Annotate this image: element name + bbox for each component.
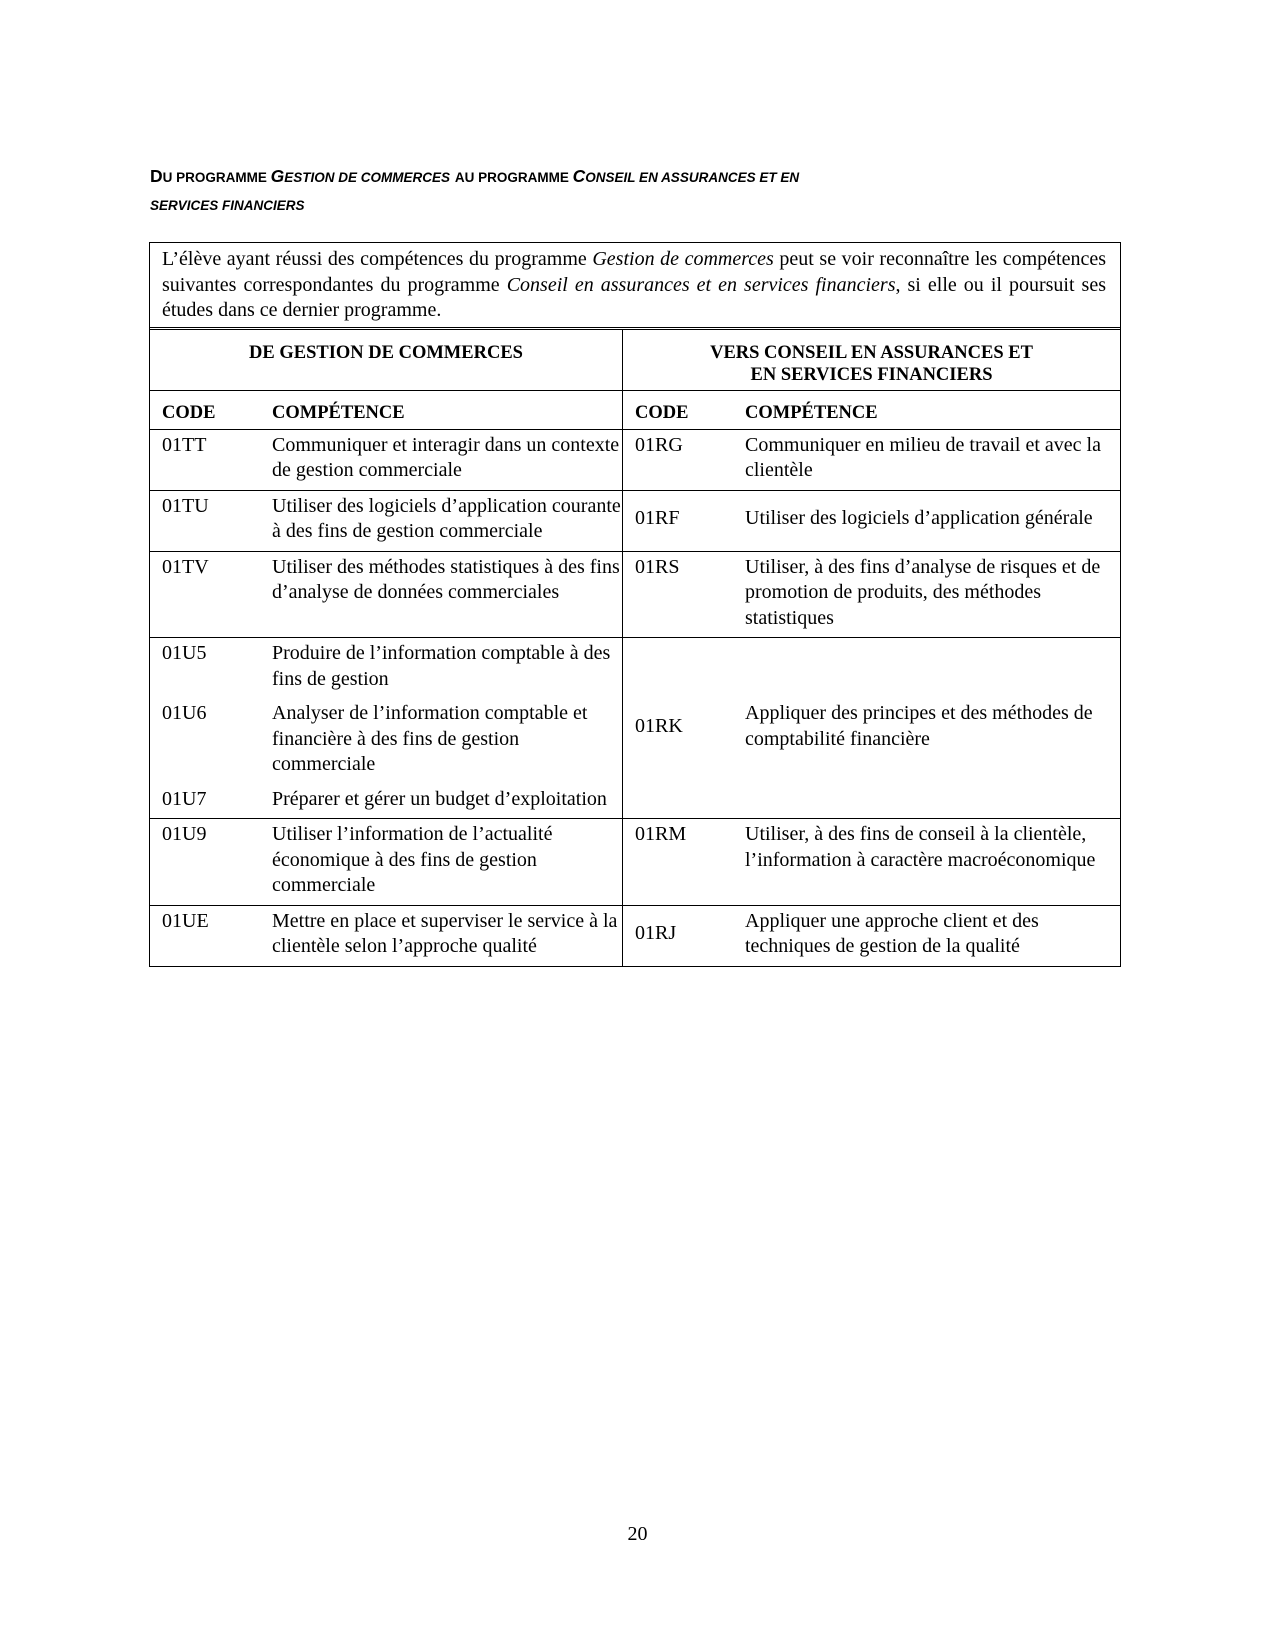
intro-text: , si elle ou il poursuit ses études dans ce dernier programme. [162,273,1106,321]
from-code: 01U5 [162,642,207,664]
from-competence: Produire de l’information comptable à des fins de gestion [272,638,623,699]
to-competence: Communiquer en milieu de travail et avec la clientèle [745,429,1120,490]
table-row [150,490,1120,551]
from-program-header: DE GESTION DE COMMERCES [150,328,623,390]
heading-text: G [270,166,285,186]
equivalence-table [150,327,1120,966]
to-header-line: EN SERVICES FINANCIERS [750,364,993,385]
competence-header: COMPÉTENCE [272,390,623,429]
from-competence: Communiquer et interagir dans un contexte de gestion commerciale [272,429,623,490]
section-heading [150,163,1070,219]
from-code: 01TU [150,490,272,551]
to-code: 01RK [623,638,746,819]
to-competence: Utiliser des logiciels d’application générale [745,490,1120,551]
from-competence: Analyser de l’information comptable et financière à des fins de gestion commerciale [272,698,623,784]
from-competence: Utiliser l’information de l’actualité économique à des fins de gestion commerciale [272,819,623,906]
heading-text: SERVICES FINANCIERS [150,198,305,213]
from-competence: Utiliser des logiciels d’application courante à des fins de gestion commerciale [272,490,623,551]
table-row [150,429,1120,490]
code-header: CODE [623,390,746,429]
to-competence: Utiliser, à des fins de conseil à la clientèle, l’information à caractère macroéconomique [745,819,1120,906]
program-header-row [150,328,1120,390]
from-code: 01TV [150,551,272,638]
intro-text: peut se voir reconnaître les compétences suivantes correspondantes du programme [162,248,1107,296]
table-row [150,819,1120,906]
intro-paragraph [150,243,1120,327]
to-code: 01RF [623,490,746,551]
table-row [150,551,1120,638]
to-code: 01RS [623,551,746,638]
to-code: 01RM [623,819,746,906]
heading-text: C [572,166,586,186]
from-competence: Préparer et gérer un budget d’exploitation [272,784,623,819]
equivalence-box [149,242,1121,967]
to-competence: Appliquer des principes et des méthodes de comptabilité financière [745,638,1120,819]
page-number: 20 [627,1523,648,1545]
from-code: 01U7 [150,784,272,819]
table-row [150,905,1120,966]
heading-text: ESTION DE COMMERCES [284,170,451,185]
heading-text: AU PROGRAMME [454,170,573,185]
heading-text: D [150,166,163,186]
from-code: 01U9 [150,819,272,906]
from-competence: Mettre en place et superviser le service à la clientèle selon l’approche qualité [272,905,623,966]
program-name: Gestion de commerces [592,248,774,270]
to-code: 01RG [623,429,746,490]
competence-header: COMPÉTENCE [745,390,1120,429]
to-program-header [623,328,1121,390]
to-competence: Appliquer une approche client et des techniques de gestion de la qualité [745,909,1039,957]
code-header: CODE [150,390,272,429]
from-code: 01UE [162,909,209,932]
from-code: 01U6 [162,702,207,724]
intro-text: L’élève ayant réussi des compétences du programme [162,248,593,270]
to-code: 01RJ [635,922,677,945]
program-name: Conseil en assurances et en services financiers [506,273,896,296]
to-header-line: VERS CONSEIL EN ASSURANCES ET [710,342,1033,363]
column-header-row [150,390,1120,429]
from-code: 01TT [150,429,272,490]
table-row [150,638,1120,699]
heading-text: ONSEIL EN ASSURANCES ET EN [585,170,800,185]
to-competence: Utiliser, à des fins d’analyse de risques et de promotion de produits, des méthodes statistiques [745,551,1120,638]
heading-text: U PROGRAMME [162,170,271,185]
from-competence: Utiliser des méthodes statistiques à des fins d’analyse de données commerciales [272,551,623,638]
